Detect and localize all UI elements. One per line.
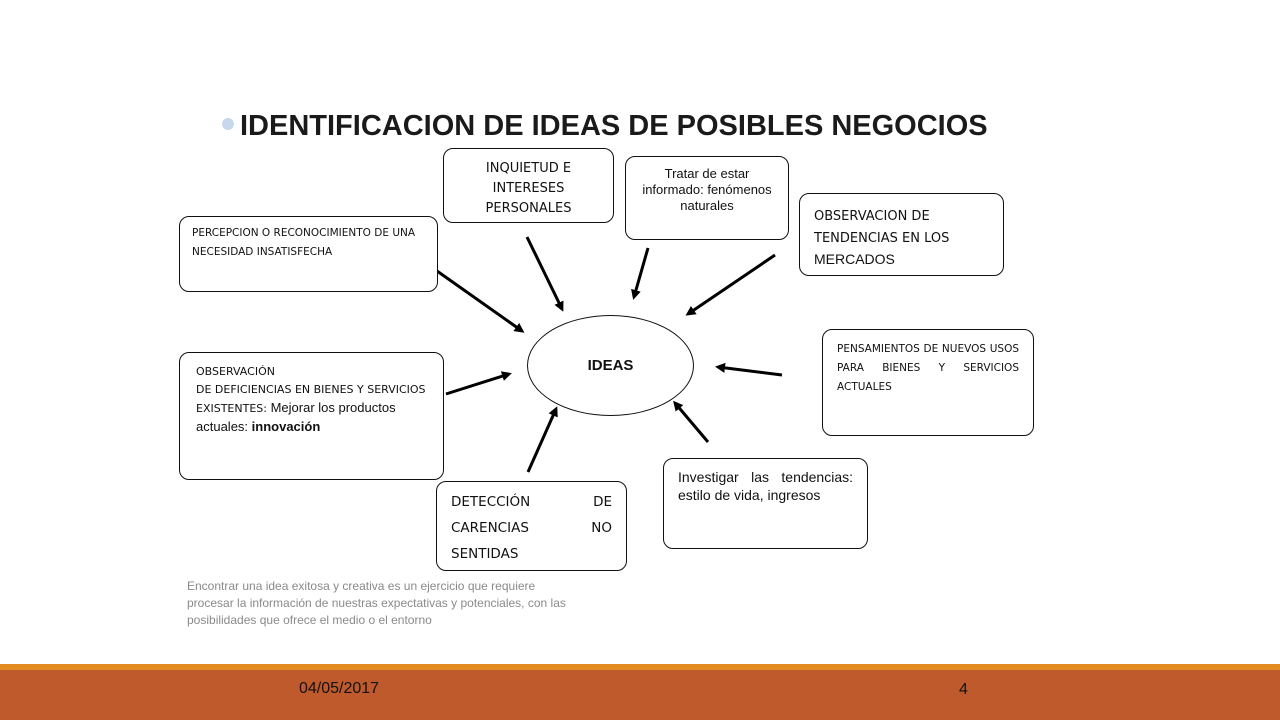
ideas-label: IDEAS xyxy=(587,357,634,374)
box-deficiencias xyxy=(179,352,444,480)
tendencias-text-b: MERCADOS xyxy=(814,251,895,267)
footer-band xyxy=(0,670,1280,720)
arrow-tendencias xyxy=(688,255,775,314)
box-informado xyxy=(625,156,789,240)
deficiencias-text-b: DE DEFICIENCIAS EN BIENES Y SERVICIOS xyxy=(196,383,426,396)
deficiencias-text-e: innovación xyxy=(251,419,321,434)
slide-title-text: IDENTIFICACION DE IDEAS DE POSIBLES NEGOCIOS xyxy=(240,110,988,142)
box-pensamientos xyxy=(822,329,1034,436)
box-tendencias-mercados xyxy=(799,193,1004,276)
arrow-carencias xyxy=(528,409,556,472)
ideas-oval xyxy=(527,315,694,416)
percepcion-text: PERCEPCION O RECONOCIMIENTO DE UNA NECESIDAD INSATISFECHA xyxy=(192,227,416,258)
inquietud-text: INQUIETUD E INTERESES PERSONALES xyxy=(485,161,572,216)
pensamientos-text: PENSAMIENTOS DE NUEVOS USOS PARA BIENES Y SERVICIOS ACTUALES xyxy=(837,343,1019,393)
arrow-investigar xyxy=(675,403,708,442)
investigar-text: Investigar las tendencias: estilo de vida, ingresos xyxy=(678,469,853,503)
arrow-deficiencias xyxy=(446,374,509,394)
tendencias-text-a: OBSERVACION DE TENDENCIAS EN LOS xyxy=(814,209,950,246)
box-inquietud xyxy=(443,148,614,223)
footer-date: 04/05/2017 xyxy=(299,680,380,697)
caption: Encontrar una idea exitosa y creativa es un ejercicio que requiere procesar la información de nuestras expectativas y potenciales, con las posibilidades que ofrece el medio o el entorno xyxy=(187,579,566,627)
arrow-pensamientos xyxy=(718,367,782,375)
box-percepcion xyxy=(179,216,438,292)
box-investigar xyxy=(663,458,868,549)
informado-text: Tratar de estar informado: fenómenos naturales xyxy=(642,166,772,213)
carencias-text: DETECCIÓN DE CARENCIAS NO SENTIDAS xyxy=(451,494,612,562)
arrow-percepcion xyxy=(437,271,522,331)
box-carencias xyxy=(436,481,627,571)
arrow-informado xyxy=(634,248,648,297)
deficiencias-text-d: Mejorar los productos actuales: xyxy=(196,400,396,434)
page-number: 4 xyxy=(959,681,968,698)
arrow-inquietud xyxy=(527,237,562,309)
deficiencias-text-a: OBSERVACIÓN xyxy=(196,365,275,378)
deficiencias-text-c: EXISTENTES: xyxy=(196,402,267,415)
